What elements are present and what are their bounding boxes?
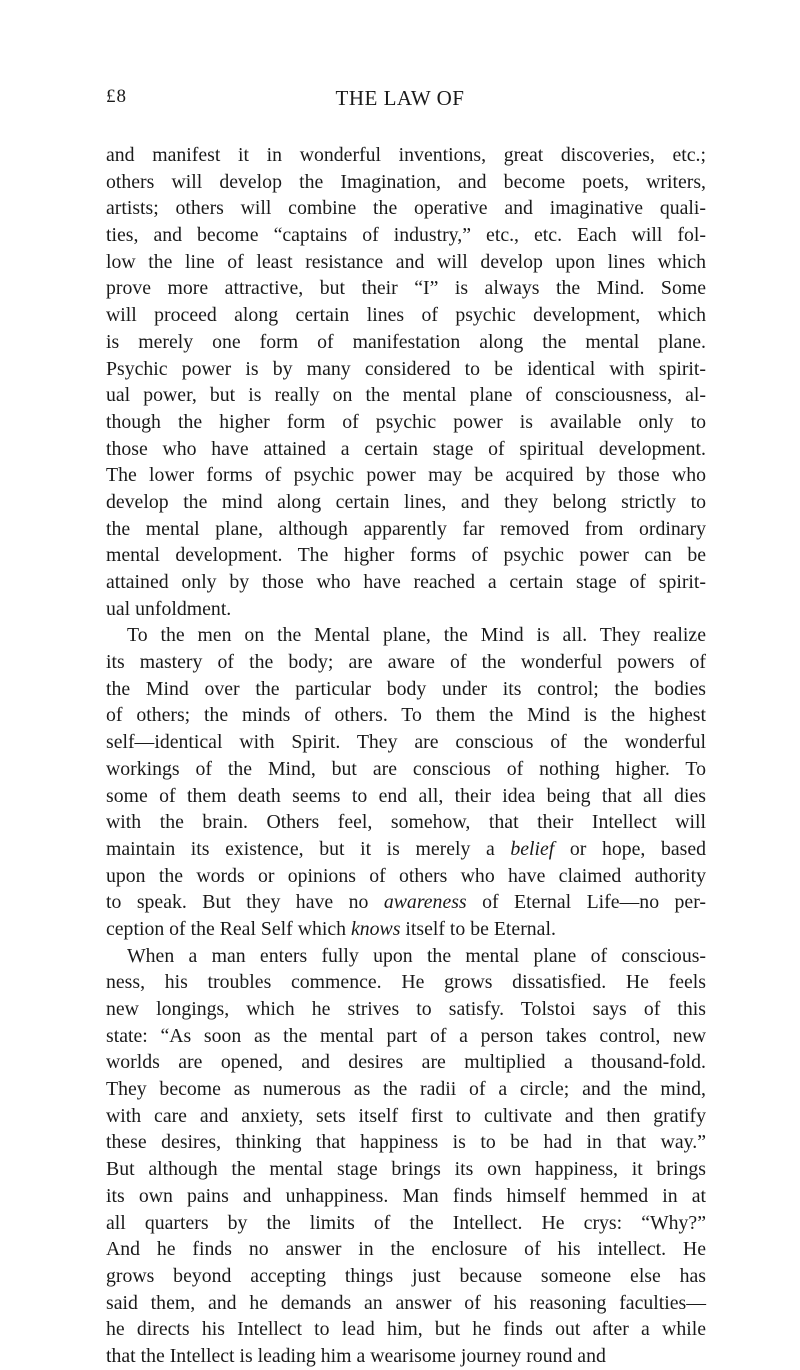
text-line	[106, 1316, 706, 1343]
text-segment: new longings, which he strives to satisfy. Tolstoi says of this	[106, 998, 706, 1020]
text-segment: The lower forms of psychic power may be acquired by those who	[106, 464, 706, 487]
text-line	[106, 142, 706, 169]
text-segment: But although the mental stage brings its own happiness, it brings	[106, 1158, 706, 1181]
text-segment: To the men on the Mental plane, the Mind is all. They realize	[127, 624, 706, 647]
text-line	[106, 462, 706, 489]
text-segment: will proceed along certain lines of psychic development, which	[106, 304, 706, 327]
text-segment: low the line of least resistance and will develop upon lines which	[106, 250, 706, 273]
text-line	[106, 249, 706, 276]
body-text	[106, 142, 706, 1370]
running-head	[0, 86, 800, 116]
italic-word: belief	[510, 837, 555, 860]
text-line	[106, 943, 706, 970]
text-segment: some of them death seems to end all, their idea being that all dies	[106, 784, 706, 807]
text-segment: these desires, thinking that happiness is to be had in that way.”	[106, 1131, 706, 1154]
text-segment: grows beyond accepting things just because someone else has	[106, 1264, 706, 1287]
text-segment: of Eternal Life—no per-	[466, 891, 706, 914]
text-segment: ness, his troubles commence. He grows dissatisfied. He feels	[106, 971, 706, 994]
text-segment: self—identical with Spirit. They are conscious of the wonderful	[106, 731, 706, 754]
text-line	[106, 1183, 706, 1210]
text-segment: They become as numerous as the radii of a circle; and the mind,	[106, 1078, 706, 1101]
text-line	[106, 436, 706, 463]
text-line	[106, 1263, 706, 1290]
paragraph	[106, 622, 706, 942]
text-segment: When a man enters fully upon the mental plane of conscious-	[127, 944, 706, 967]
italic-word: knows	[351, 917, 401, 940]
text-segment: the mental plane, although apparently far removed from ordinary	[106, 517, 706, 540]
italic-word: awareness	[383, 891, 467, 914]
text-segment: Psychic power is by many considered to be identical with spirit-	[106, 357, 706, 380]
text-line	[106, 1023, 706, 1050]
text-line	[106, 1076, 706, 1103]
text-line	[106, 596, 706, 623]
text-segment: to speak. But they have no	[106, 891, 384, 914]
text-segment: its own pains and unhappiness. Man finds himself hemmed in at	[106, 1184, 706, 1207]
text-line	[106, 409, 706, 436]
text-line	[106, 1156, 706, 1183]
text-line	[106, 1129, 706, 1156]
text-line	[106, 382, 706, 409]
page-number: £8	[106, 86, 127, 107]
text-line	[106, 1236, 706, 1263]
paragraph	[106, 142, 706, 622]
text-segment: attained only by those who have reached a certain stage of spirit-	[106, 571, 706, 593]
text-line	[106, 1049, 706, 1076]
text-segment: And he finds no answer in the enclosure of his intellect. He	[106, 1238, 706, 1261]
text-line	[106, 916, 706, 943]
text-line	[106, 783, 706, 810]
text-line	[106, 1103, 706, 1130]
text-segment: state: “As soon as the mental part of a person takes control, new	[106, 1024, 706, 1047]
text-segment: the Mind over the particular body under its control; the bodies	[106, 677, 706, 700]
text-segment: and manifest it in wonderful inventions, great discoveries, etc.;	[106, 144, 706, 166]
text-line	[106, 195, 706, 222]
text-segment: of others; the minds of others. To them the Mind is the highest	[106, 704, 706, 727]
text-segment: is merely one form of manifestation along the mental plane.	[106, 330, 706, 353]
text-line	[106, 863, 706, 890]
text-line	[106, 516, 706, 543]
text-segment: workings of the Mind, but are conscious of nothing higher. To	[106, 757, 706, 780]
text-segment: upon the words or opinions of others who have claimed authority	[106, 864, 706, 887]
text-line	[106, 542, 706, 569]
text-segment: ception of the Real Self which	[106, 917, 351, 940]
text-segment: ties, and become “captains of industry,” etc., etc. Each will fol-	[106, 224, 706, 247]
text-line	[106, 889, 706, 916]
text-line	[106, 756, 706, 783]
text-line	[106, 1343, 706, 1370]
text-line	[106, 809, 706, 836]
text-line	[106, 729, 706, 756]
text-segment: or hope, based	[554, 837, 707, 860]
text-segment: ual power, but is really on the mental plane of consciousness, al-	[106, 384, 706, 407]
text-segment: ual unfoldment.	[106, 597, 232, 620]
text-line	[106, 676, 706, 703]
text-segment: mental development. The higher forms of psychic power can be	[106, 544, 706, 567]
text-segment: develop the mind along certain lines, and they belong strictly to	[106, 490, 706, 513]
text-segment: with the brain. Others feel, somehow, that their Intellect will	[106, 811, 706, 834]
text-segment: all quarters by the limits of the Intellect. He crys: “Why?”	[106, 1211, 706, 1234]
text-line	[106, 1290, 706, 1317]
text-segment: itself to be Eternal.	[400, 917, 556, 940]
text-line	[106, 569, 706, 596]
text-segment: artists; others will combine the operative and imaginative quali-	[106, 197, 706, 220]
text-line	[106, 622, 706, 649]
text-segment: those who have attained a certain stage of spiritual development.	[106, 437, 706, 460]
text-line	[106, 329, 706, 356]
text-segment: though the higher form of psychic power is available only to	[106, 410, 706, 433]
text-line	[106, 356, 706, 383]
text-line	[106, 275, 706, 302]
text-segment: said them, and he demands an answer of his reasoning faculties—	[106, 1291, 706, 1314]
text-segment: prove more attractive, but their “I” is always the Mind. Some	[106, 277, 706, 300]
text-line	[106, 996, 706, 1023]
running-title: THE LAW OF	[335, 86, 465, 110]
text-line	[106, 489, 706, 516]
text-segment: that the Intellect is leading him a wearisome journey round and	[106, 1344, 606, 1367]
text-segment: with care and anxiety, sets itself first to cultivate and then gratify	[106, 1104, 706, 1127]
text-segment: worlds are opened, and desires are multiplied a thousand-fold.	[106, 1051, 706, 1074]
text-line	[106, 836, 706, 863]
text-segment: he directs his Intellect to lead him, but he finds out after a while	[106, 1318, 706, 1341]
text-segment: others will develop the Imagination, and become poets, writers,	[106, 170, 706, 193]
text-line	[106, 1210, 706, 1237]
text-line	[106, 702, 706, 729]
text-line	[106, 222, 706, 249]
paragraph	[106, 943, 706, 1370]
text-line	[106, 649, 706, 676]
text-line	[106, 169, 706, 196]
text-segment: maintain its existence, but it is merely a	[106, 837, 511, 860]
text-line	[106, 302, 706, 329]
text-line	[106, 969, 706, 996]
text-segment: its mastery of the body; are aware of the wonderful powers of	[106, 651, 706, 674]
